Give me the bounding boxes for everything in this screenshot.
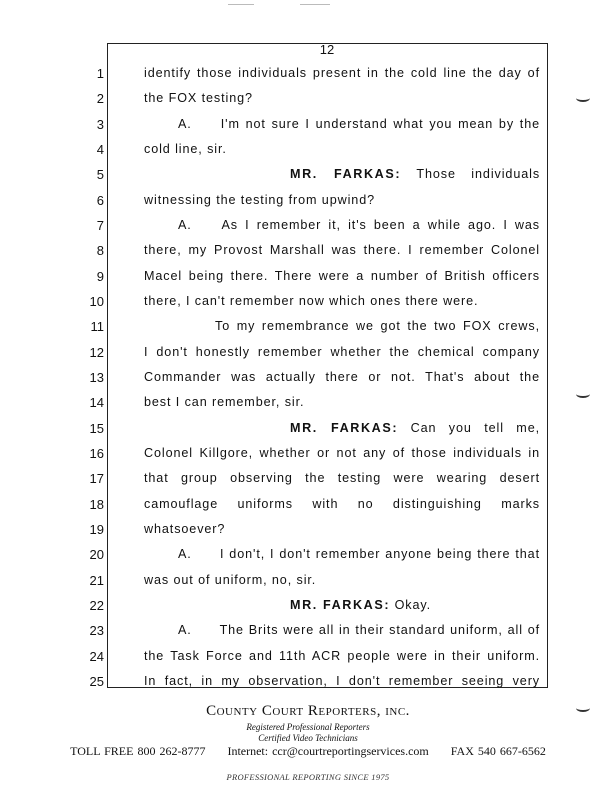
line-number: 11 — [90, 319, 104, 335]
line-content: there, I can't remember now which ones there were. — [144, 293, 479, 308]
line-text — [144, 492, 540, 517]
line-content: cold line, sir. — [144, 141, 227, 156]
line-content: Can you tell me, — [410, 420, 540, 435]
transcript-line — [0, 466, 616, 491]
line-content: Commander was actually there or not. That's about the — [144, 369, 540, 384]
line-text — [290, 416, 540, 441]
line-content: To my remembrance we got the two FOX crews, — [215, 319, 540, 334]
transcript-line — [0, 517, 616, 542]
answer-label: A. — [178, 217, 192, 232]
transcript-line — [0, 644, 616, 669]
line-content: Colonel Killgore, whether or not any of those individuals in — [144, 445, 540, 460]
transcript-line — [0, 289, 616, 314]
transcript-line — [0, 314, 616, 339]
transcript-line — [0, 112, 616, 137]
line-text — [144, 568, 540, 593]
line-content: The Brits were all in their standard uniform, all of — [219, 623, 540, 638]
line-text — [290, 162, 540, 187]
speaker-name: MR. FARKAS: — [290, 420, 399, 435]
punch-mark-icon — [576, 94, 590, 102]
line-text — [144, 289, 540, 314]
page-number: 12 — [319, 42, 335, 57]
transcript-line — [0, 61, 616, 86]
line-content: there, my Provost Marshall was there. I remember Colonel — [144, 243, 540, 258]
transcript-line — [0, 162, 616, 187]
line-content: Okay. — [394, 597, 432, 612]
line-text — [144, 340, 540, 365]
transcript-line — [0, 542, 616, 567]
line-text — [215, 314, 540, 339]
line-text — [144, 137, 540, 162]
line-text — [144, 466, 540, 491]
line-text — [178, 542, 540, 567]
internet-email: Internet: ccr@courtreportingservices.com — [227, 744, 429, 758]
punch-mark-icon — [576, 390, 590, 398]
transcript-line — [0, 669, 616, 694]
line-number: 7 — [96, 217, 104, 233]
line-number: 12 — [89, 344, 104, 360]
line-content: the Task Force and 11th ACR people were in their uniform. — [144, 648, 540, 663]
transcript-line — [0, 213, 616, 238]
transcript-line — [0, 86, 616, 111]
line-text — [144, 188, 540, 213]
line-number: 20 — [89, 547, 104, 563]
line-number: 15 — [89, 420, 104, 436]
line-text — [290, 593, 540, 618]
line-content: witnessing the testing from upwind? — [144, 192, 376, 207]
transcript-line — [0, 593, 616, 618]
line-number: 5 — [96, 167, 104, 183]
company-name: County Court Reporters, inc. — [206, 703, 410, 719]
transcript-line — [0, 137, 616, 162]
speaker-name: MR. FARKAS: — [290, 167, 402, 182]
line-number: 25 — [89, 673, 104, 689]
line-number: 13 — [89, 369, 104, 385]
answer-label: A. — [178, 623, 192, 638]
line-content: camouflage uniforms with no distinguishing marks — [144, 496, 540, 511]
line-text — [144, 644, 540, 669]
line-number: 14 — [89, 395, 104, 411]
line-number: 21 — [89, 572, 104, 588]
line-text — [144, 390, 540, 415]
line-number: 24 — [89, 648, 104, 664]
line-number: 17 — [89, 471, 104, 487]
line-number: 1 — [96, 66, 104, 81]
line-content: the FOX testing? — [144, 91, 253, 106]
since-line: PROFESSIONAL REPORTING SINCE 1975 — [226, 772, 390, 782]
line-number: 19 — [89, 521, 104, 537]
transcript-line — [0, 340, 616, 365]
contact-line — [0, 744, 616, 759]
line-text — [144, 365, 540, 390]
line-content: I don't, I don't remember anyone being there that — [219, 547, 540, 562]
scan-artifact — [228, 4, 254, 5]
line-content: that group observing the testing were wearing desert — [144, 471, 540, 486]
tagline-certified: Certified Video Technicians — [258, 733, 358, 743]
line-number: 16 — [89, 445, 104, 461]
line-number: 9 — [96, 268, 104, 284]
line-number: 22 — [89, 597, 104, 613]
line-content: I don't honestly remember whether the chemical company — [144, 344, 540, 359]
line-text — [178, 618, 540, 643]
line-number: 23 — [89, 623, 104, 639]
line-content: identify those individuals present in the cold line the day of — [144, 66, 540, 80]
line-text — [178, 213, 540, 238]
transcript-line — [0, 264, 616, 289]
transcript-line — [0, 441, 616, 466]
toll-free: TOLL FREE 800 262-8777 — [70, 744, 206, 758]
line-content: best I can remember, sir. — [144, 395, 305, 410]
line-number: 6 — [96, 192, 104, 208]
line-number: 10 — [89, 293, 104, 309]
line-number: 4 — [96, 141, 104, 157]
line-content: In fact, in my observation, I don't remember seeing very — [144, 673, 540, 688]
transcript-line — [0, 188, 616, 213]
tagline-registered: Registered Professional Reporters — [246, 722, 370, 732]
speaker-name: MR. FARKAS: — [290, 597, 391, 612]
line-content: I'm not sure I understand what you mean by the — [220, 116, 540, 131]
line-text — [144, 86, 540, 111]
line-text — [144, 441, 540, 466]
line-number: 18 — [89, 496, 104, 512]
line-content: As I remember it, it's been a while ago. I was — [221, 217, 540, 232]
line-number: 3 — [96, 116, 104, 132]
transcript-line — [0, 365, 616, 390]
fax-number: FAX 540 667-6562 — [450, 744, 546, 758]
line-text — [144, 264, 540, 289]
line-content: was out of uniform, no, sir. — [144, 572, 317, 587]
transcript-line — [0, 618, 616, 643]
line-content: whatsoever? — [144, 521, 226, 536]
transcript-line — [0, 416, 616, 441]
line-content: Those individuals — [416, 167, 540, 182]
answer-label: A. — [178, 116, 192, 131]
transcript-line — [0, 238, 616, 263]
line-text — [144, 517, 540, 542]
answer-label: A. — [178, 547, 192, 562]
transcript-line — [0, 492, 616, 517]
line-number: 2 — [96, 91, 104, 107]
scan-artifact — [300, 4, 330, 5]
line-text — [144, 669, 540, 694]
transcript-line — [0, 390, 616, 415]
line-text — [144, 61, 540, 86]
transcript-line — [0, 568, 616, 593]
line-text — [144, 238, 540, 263]
line-number: 8 — [96, 243, 104, 259]
line-content: Macel being there. There were a number of British officers — [144, 268, 540, 283]
line-text — [178, 112, 540, 137]
